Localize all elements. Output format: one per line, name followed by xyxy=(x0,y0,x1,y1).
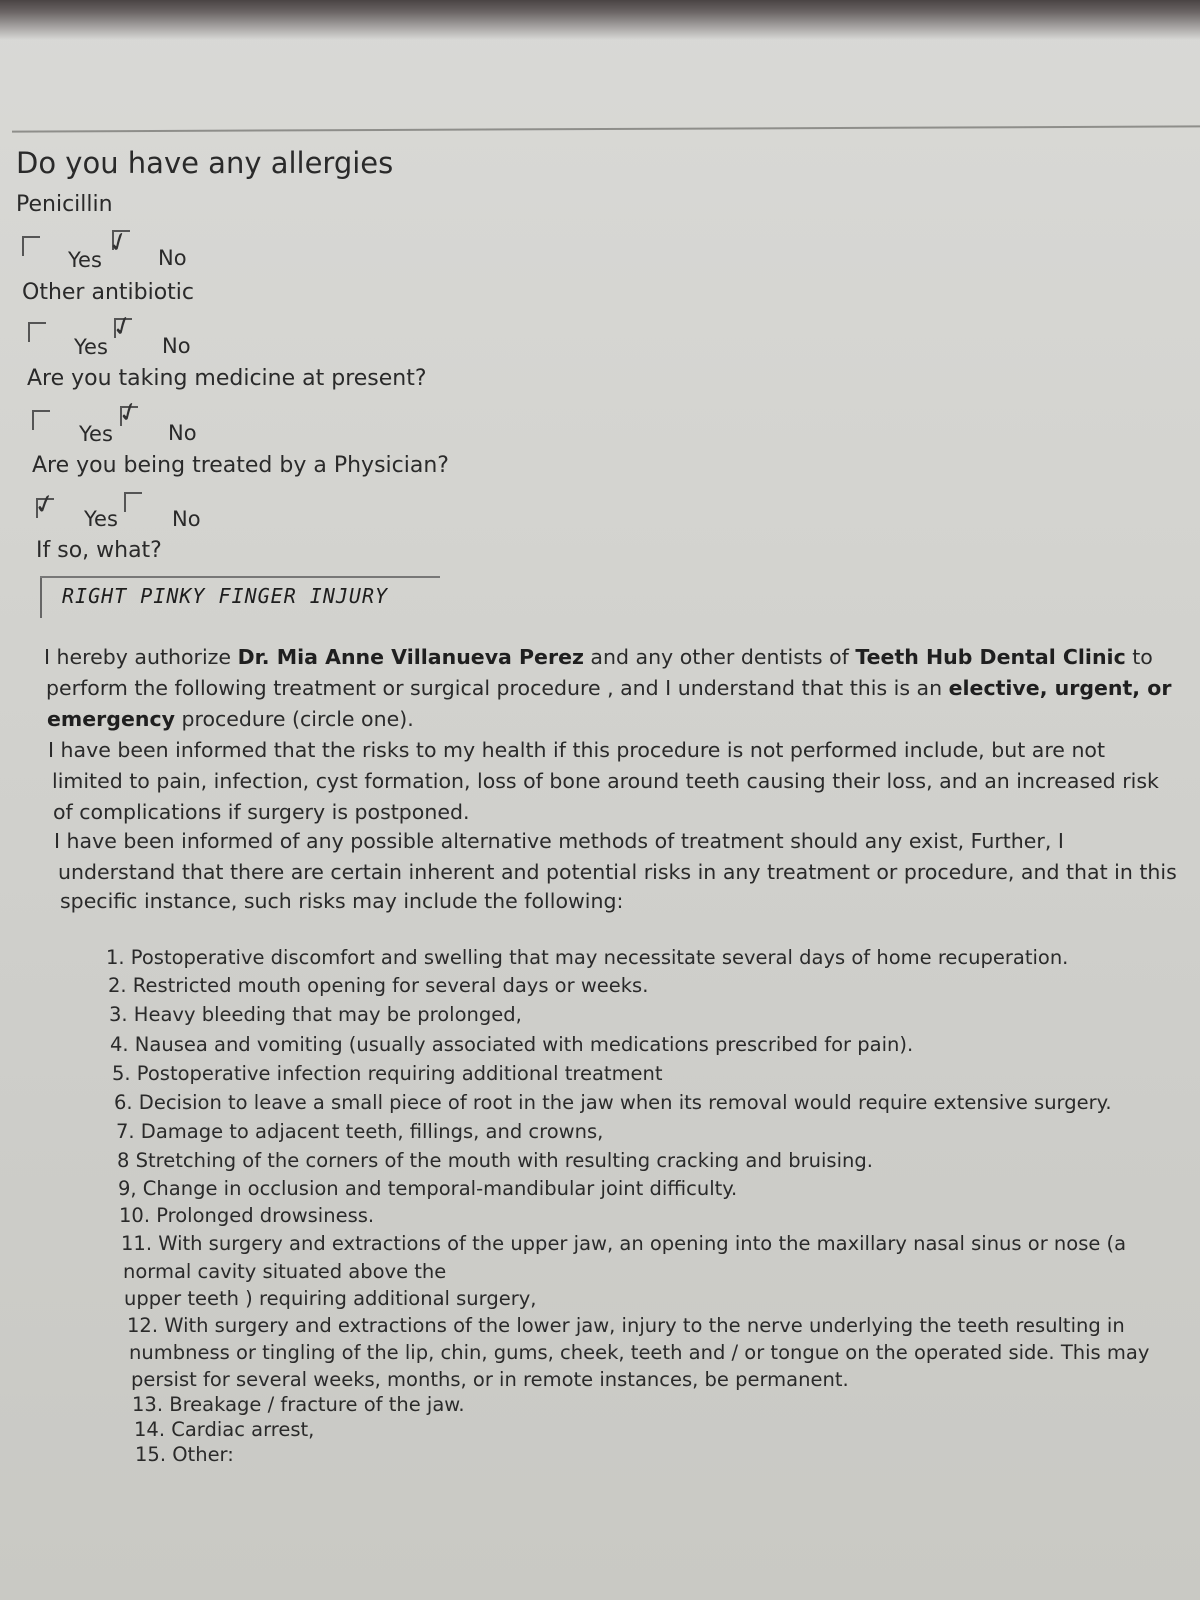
medicine-yes-label: Yes xyxy=(79,422,113,446)
risk-item: 10. Prolonged drowsiness. xyxy=(119,1204,375,1227)
penicillin-no-label: No xyxy=(158,246,187,270)
physician-yes-label: Yes xyxy=(84,507,118,531)
risk-item: 5. Postoperative infection requiring additional treatment xyxy=(112,1062,663,1085)
risk-item: normal cavity situated above the xyxy=(123,1260,447,1283)
consent-line-3: emergency procedure (circle one). xyxy=(47,707,414,731)
medicine-no-check-icon: ✓ xyxy=(113,395,145,431)
risk-item: 1. Postoperative discomfort and swelling that may necessitate several days of home recuperation. xyxy=(106,946,1069,969)
risk-item: 7. Damage to adjacent teeth, fillings, and crowns, xyxy=(116,1120,604,1143)
alternatives-line-3: specific instance, such risks may include the following: xyxy=(60,889,624,913)
medicine-yes-checkbox[interactable] xyxy=(32,410,50,430)
risk-item: 2. Restricted mouth opening for several days or weeks. xyxy=(108,974,649,997)
physician-yes-check-icon: ✓ xyxy=(30,487,60,523)
penicillin-yes-label: Yes xyxy=(68,248,102,272)
consent-line-2: perform the following treatment or surgical procedure , and I understand that this is an elective, urgent, or xyxy=(46,676,1172,700)
penicillin-label: Penicillin xyxy=(16,192,113,217)
risk-item: 3. Heavy bleeding that may be prolonged, xyxy=(109,1003,522,1026)
antibiotic-no-check-icon: ✓ xyxy=(107,309,139,345)
risk-item: 15. Other: xyxy=(135,1443,234,1466)
penicillin-yes-checkbox[interactable] xyxy=(22,236,40,256)
risk-item: upper teeth ) requiring additional surgery, xyxy=(124,1287,537,1310)
if-so-label: If so, what? xyxy=(36,538,162,563)
risk-item: 11. With surgery and extractions of the upper jaw, an opening into the maxillary nasal sinus or nose (a xyxy=(121,1232,1127,1255)
medicine-question: Are you taking medicine at present? xyxy=(27,366,427,391)
risks-not-performed-line-3: of complications if surgery is postponed. xyxy=(53,800,470,824)
top-shadow xyxy=(0,0,1200,40)
antibiotic-yes-checkbox[interactable] xyxy=(28,322,46,342)
physician-no-label: No xyxy=(172,507,201,531)
risk-item: 14. Cardiac arrest, xyxy=(134,1418,315,1441)
alternatives-line-2: understand that there are certain inherent and potential risks in any treatment or procedure, and that in this xyxy=(58,860,1177,884)
risk-item: 13. Breakage / fracture of the jaw. xyxy=(132,1393,465,1416)
physician-question: Are you being treated by a Physician? xyxy=(32,453,449,478)
risk-item: 9, Change in occlusion and temporal-mandibular joint difficulty. xyxy=(118,1177,738,1200)
physician-no-checkbox[interactable] xyxy=(124,492,142,512)
other-antibiotic-label: Other antibiotic xyxy=(22,280,194,305)
risk-item: 6. Decision to leave a small piece of root in the jaw when its removal would require extensive surgery. xyxy=(114,1091,1112,1114)
risk-item: 4. Nausea and vomiting (usually associated with medications prescribed for pain). xyxy=(110,1033,914,1056)
consent-line-1: I hereby authorize Dr. Mia Anne Villanueva Perez and any other dentists of Teeth Hub Dental Clinic to xyxy=(44,645,1153,669)
risk-item: persist for several weeks, months, or in remote instances, be permanent. xyxy=(131,1368,849,1391)
risk-item: 12. With surgery and extractions of the lower jaw, injury to the nerve underlying the teeth resulting in xyxy=(127,1314,1125,1337)
penicillin-no-check-icon: ✓ xyxy=(103,225,135,261)
alternatives-line-1: I have been informed of any possible alternative methods of treatment should any exist, Further, I xyxy=(54,829,1064,853)
top-divider xyxy=(12,125,1200,132)
allergies-heading: Do you have any allergies xyxy=(16,146,394,180)
risk-item: 8 Stretching of the corners of the mouth with resulting cracking and bruising. xyxy=(117,1149,873,1172)
risks-not-performed-line-1: I have been informed that the risks to my health if this procedure is not performed include, but are not xyxy=(48,738,1106,762)
medicine-no-label: No xyxy=(168,421,197,445)
risks-not-performed-line-2: limited to pain, infection, cyst formation, loss of bone around teeth causing their loss, and an increased risk xyxy=(52,769,1159,793)
antibiotic-yes-label: Yes xyxy=(74,335,108,359)
clinic-name: Teeth Hub Dental Clinic xyxy=(855,645,1126,669)
antibiotic-no-label: No xyxy=(162,334,191,358)
if-so-answer: RIGHT PINKY FINGER INJURY xyxy=(62,584,389,608)
risk-item: numbness or tingling of the lip, chin, gums, cheek, teeth and / or tongue on the operated side. This may xyxy=(129,1341,1150,1364)
doctor-name: Dr. Mia Anne Villanueva Perez xyxy=(237,645,584,669)
